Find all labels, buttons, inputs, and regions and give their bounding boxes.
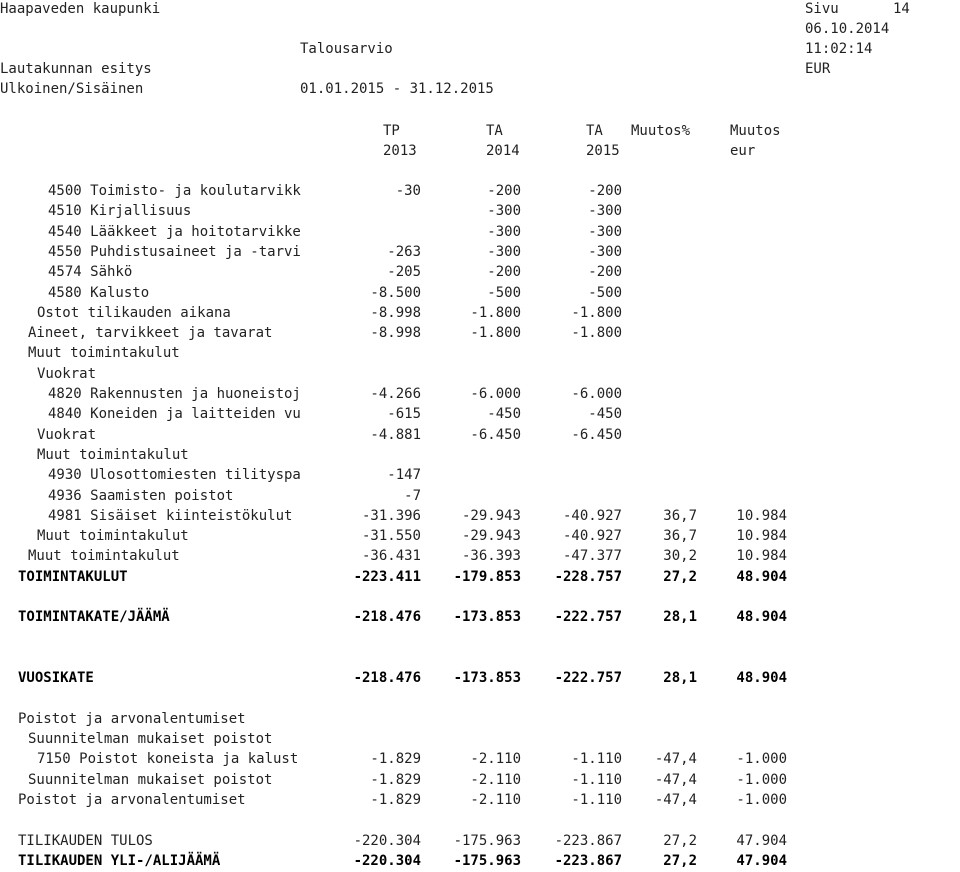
table-row bbox=[0, 284, 960, 304]
row-label: Suunnitelman mukaiset poistot bbox=[28, 771, 273, 788]
report-title: Talousarvio bbox=[300, 41, 393, 57]
row-value-col-2: -1.800 bbox=[470, 325, 521, 342]
row-label: Muut toimintakulut bbox=[37, 528, 189, 545]
row-label: 4981 Sisäiset kiinteistökulut bbox=[48, 507, 293, 524]
column-header-change-percent: Muutos% bbox=[631, 123, 691, 139]
row-value-col-3: -40.927 bbox=[562, 507, 622, 524]
table-row bbox=[0, 426, 960, 446]
table-row bbox=[0, 608, 960, 628]
row-value-col-3: -6.450 bbox=[571, 426, 622, 443]
row-value-col-3: -200 bbox=[588, 264, 622, 281]
row-label: 4574 Sähkö bbox=[48, 264, 133, 281]
page-label: Sivu bbox=[805, 1, 839, 17]
row-value-col-2: -6.450 bbox=[470, 426, 521, 443]
row-value-col-5: 48.904 bbox=[736, 670, 787, 687]
row-value-col-2: -173.853 bbox=[453, 670, 521, 687]
scope-label: Ulkoinen/Sisäinen bbox=[0, 81, 144, 97]
row-value-col-2: -300 bbox=[487, 243, 521, 260]
row-value-col-1: -8.998 bbox=[370, 304, 421, 321]
row-value-col-2: -175.963 bbox=[453, 832, 521, 849]
row-label: 4540 Lääkkeet ja hoitotarvikke bbox=[48, 223, 301, 240]
row-value-col-4: 27,2 bbox=[663, 852, 697, 869]
row-label: 4820 Rakennusten ja huoneistoj bbox=[48, 386, 301, 402]
row-label: Vuokrat bbox=[37, 426, 97, 443]
row-label: 4500 Toimisto- ja koulutarvikk bbox=[48, 183, 301, 199]
table-row bbox=[0, 304, 960, 324]
table-row bbox=[0, 344, 960, 364]
table-row bbox=[0, 507, 960, 527]
row-value-col-1: -218.476 bbox=[353, 609, 421, 626]
row-value-col-2: -200 bbox=[487, 183, 521, 199]
table-row bbox=[0, 527, 960, 547]
report-time: 11:02:14 bbox=[805, 41, 873, 57]
table-row bbox=[0, 771, 960, 791]
row-value-col-3: -1.800 bbox=[571, 304, 622, 321]
row-label: Poistot ja arvonalentumiset bbox=[18, 710, 246, 727]
row-label: Muut toimintakulut bbox=[28, 548, 180, 565]
row-value-col-2: -1.800 bbox=[470, 304, 521, 321]
row-value-col-1: -205 bbox=[387, 264, 421, 281]
report-period: 01.01.2015 - 31.12.2015 bbox=[300, 81, 494, 97]
row-label: VUOSIKATE bbox=[18, 670, 94, 687]
table-row bbox=[0, 263, 960, 283]
row-value-col-2: -2.110 bbox=[470, 771, 521, 788]
column-year-2014: 2014 bbox=[486, 143, 520, 159]
table-row bbox=[0, 385, 960, 405]
row-value-col-2: -450 bbox=[487, 406, 521, 423]
column-header-ta-2015: TA bbox=[586, 123, 603, 139]
row-label: Aineet, tarvikkeet ja tavarat bbox=[28, 325, 273, 342]
row-value-col-4: 27,2 bbox=[663, 568, 697, 585]
row-value-col-3: -47.377 bbox=[562, 548, 622, 565]
row-value-col-3: -1.110 bbox=[571, 751, 622, 768]
table-row bbox=[0, 568, 960, 588]
table-row bbox=[0, 446, 960, 466]
row-value-col-4: 28,1 bbox=[663, 609, 697, 626]
row-value-col-3: -200 bbox=[588, 183, 622, 199]
row-label: Muut toimintakulut bbox=[28, 345, 180, 362]
row-value-col-1: -263 bbox=[387, 243, 421, 260]
row-value-col-5: 47.904 bbox=[736, 832, 787, 849]
row-label: Poistot ja arvonalentumiset bbox=[18, 792, 246, 808]
row-value-col-1: -147 bbox=[387, 467, 421, 484]
row-label: 4550 Puhdistusaineet ja -tarvi bbox=[48, 243, 301, 260]
table-row bbox=[0, 324, 960, 344]
row-value-col-5: 10.984 bbox=[736, 528, 787, 545]
row-value-col-1: -30 bbox=[395, 183, 421, 199]
table-row bbox=[0, 365, 960, 385]
row-label: TILIKAUDEN YLI-/ALIJÄÄMÄ bbox=[18, 852, 221, 869]
row-value-col-5: 48.904 bbox=[736, 609, 787, 626]
row-value-col-1: -31.550 bbox=[361, 528, 421, 545]
table-spacer-row bbox=[0, 811, 960, 831]
row-value-col-2: -29.943 bbox=[461, 507, 521, 524]
table-row bbox=[0, 466, 960, 486]
row-value-col-2: -173.853 bbox=[453, 609, 521, 626]
row-value-col-3: -300 bbox=[588, 223, 622, 240]
table-row bbox=[0, 669, 960, 689]
row-value-col-2: -300 bbox=[487, 223, 521, 240]
row-value-col-1: -36.431 bbox=[361, 548, 421, 565]
row-value-col-1: -220.304 bbox=[353, 852, 421, 869]
row-value-col-4: 30,2 bbox=[663, 548, 697, 565]
row-value-col-2: -6.000 bbox=[470, 386, 521, 402]
row-value-col-3: -223.867 bbox=[554, 832, 622, 849]
row-label: Ostot tilikauden aikana bbox=[37, 304, 231, 321]
row-value-col-1: -220.304 bbox=[353, 832, 421, 849]
row-value-col-3: -40.927 bbox=[562, 528, 622, 545]
row-label: TOIMINTAKULUT bbox=[18, 568, 128, 585]
row-value-col-3: -228.757 bbox=[554, 568, 622, 585]
row-value-col-5: 47.904 bbox=[736, 852, 787, 869]
row-value-col-2: -2.110 bbox=[470, 792, 521, 808]
table-row bbox=[0, 730, 960, 750]
row-value-col-5: 10.984 bbox=[736, 507, 787, 524]
row-value-col-3: -500 bbox=[588, 284, 622, 301]
table-row bbox=[0, 750, 960, 770]
row-label: Suunnitelman mukaiset poistot bbox=[28, 731, 273, 748]
column-unit-eur: eur bbox=[730, 143, 756, 159]
row-value-col-1: -218.476 bbox=[353, 670, 421, 687]
row-value-col-2: -500 bbox=[487, 284, 521, 301]
row-value-col-4: 36,7 bbox=[663, 528, 697, 545]
column-header-tp: TP bbox=[383, 123, 400, 139]
table-row bbox=[0, 832, 960, 852]
row-value-col-1: -4.266 bbox=[370, 386, 421, 402]
row-label: Muut toimintakulut bbox=[37, 446, 189, 463]
column-header-ta-2014: TA bbox=[486, 123, 503, 139]
row-value-col-3: -300 bbox=[588, 203, 622, 220]
row-value-col-4: 27,2 bbox=[663, 832, 697, 849]
row-label: 4840 Koneiden ja laitteiden vu bbox=[48, 406, 301, 423]
table-row bbox=[0, 202, 960, 222]
row-value-col-5: 10.984 bbox=[736, 548, 787, 565]
row-value-col-1: -1.829 bbox=[370, 771, 421, 788]
row-label: TILIKAUDEN TULOS bbox=[18, 832, 153, 849]
row-label: 4930 Ulosottomiesten tilityspa bbox=[48, 467, 301, 484]
row-value-col-1: -8.500 bbox=[370, 284, 421, 301]
row-value-col-2: -2.110 bbox=[470, 751, 521, 768]
row-value-col-3: -6.000 bbox=[571, 386, 622, 402]
row-value-col-4: 28,1 bbox=[663, 670, 697, 687]
table-row bbox=[0, 791, 960, 811]
row-value-col-1: -615 bbox=[387, 406, 421, 423]
table-row bbox=[0, 182, 960, 202]
row-value-col-1: -1.829 bbox=[370, 792, 421, 808]
row-label: 7150 Poistot koneista ja kalust bbox=[37, 751, 299, 768]
column-year-2015: 2015 bbox=[586, 143, 620, 159]
table-spacer-row bbox=[0, 629, 960, 649]
row-label: 4510 Kirjallisuus bbox=[48, 203, 192, 220]
row-value-col-1: -8.998 bbox=[370, 325, 421, 342]
row-value-col-2: -179.853 bbox=[453, 568, 521, 585]
row-value-col-3: -222.757 bbox=[554, 609, 622, 626]
row-value-col-5: 48.904 bbox=[736, 568, 787, 585]
table-spacer-row bbox=[0, 690, 960, 710]
table-row bbox=[0, 547, 960, 567]
row-value-col-3: -1.800 bbox=[571, 325, 622, 342]
table-row bbox=[0, 710, 960, 730]
row-value-col-3: -300 bbox=[588, 243, 622, 260]
column-year-2013: 2013 bbox=[383, 143, 417, 159]
column-header-change: Muutos bbox=[730, 123, 781, 139]
row-value-col-1: -4.881 bbox=[370, 426, 421, 443]
report-date: 06.10.2014 bbox=[805, 21, 890, 37]
row-value-col-3: -1.110 bbox=[571, 771, 622, 788]
organization-name: Haapaveden kaupunki bbox=[0, 1, 161, 17]
row-value-col-4: -47,4 bbox=[654, 751, 697, 768]
row-label: Vuokrat bbox=[37, 365, 97, 382]
row-value-col-5: -1.000 bbox=[736, 751, 787, 768]
row-value-col-1: -223.411 bbox=[353, 568, 421, 585]
page-number: 14 bbox=[893, 1, 910, 17]
row-value-col-4: 36,7 bbox=[663, 507, 697, 524]
row-value-col-5: -1.000 bbox=[736, 792, 787, 808]
row-label: 4936 Saamisten poistot bbox=[48, 487, 234, 504]
row-value-col-3: -223.867 bbox=[554, 852, 622, 869]
row-value-col-2: -29.943 bbox=[461, 528, 521, 545]
table-spacer-row bbox=[0, 588, 960, 608]
board-label: Lautakunnan esitys bbox=[0, 61, 152, 77]
currency-label: EUR bbox=[805, 61, 831, 77]
row-value-col-2: -200 bbox=[487, 264, 521, 281]
row-value-col-1: -7 bbox=[404, 487, 421, 504]
row-label: 4580 Kalusto bbox=[48, 284, 150, 301]
table-row bbox=[0, 243, 960, 263]
row-value-col-3: -222.757 bbox=[554, 670, 622, 687]
table-row bbox=[0, 223, 960, 243]
row-value-col-3: -450 bbox=[588, 406, 622, 423]
row-value-col-4: -47,4 bbox=[654, 792, 697, 808]
row-value-col-3: -1.110 bbox=[571, 792, 622, 808]
row-value-col-2: -300 bbox=[487, 203, 521, 220]
row-value-col-2: -36.393 bbox=[461, 548, 521, 565]
row-value-col-2: -175.963 bbox=[453, 852, 521, 869]
row-label: TOIMINTAKATE/JÄÄMÄ bbox=[18, 609, 170, 626]
row-value-col-4: -47,4 bbox=[654, 771, 697, 788]
table-row bbox=[0, 405, 960, 425]
row-value-col-1: -1.829 bbox=[370, 751, 421, 768]
row-value-col-1: -31.396 bbox=[361, 507, 421, 524]
table-spacer-row bbox=[0, 649, 960, 669]
table-row bbox=[0, 487, 960, 507]
row-value-col-5: -1.000 bbox=[736, 771, 787, 788]
